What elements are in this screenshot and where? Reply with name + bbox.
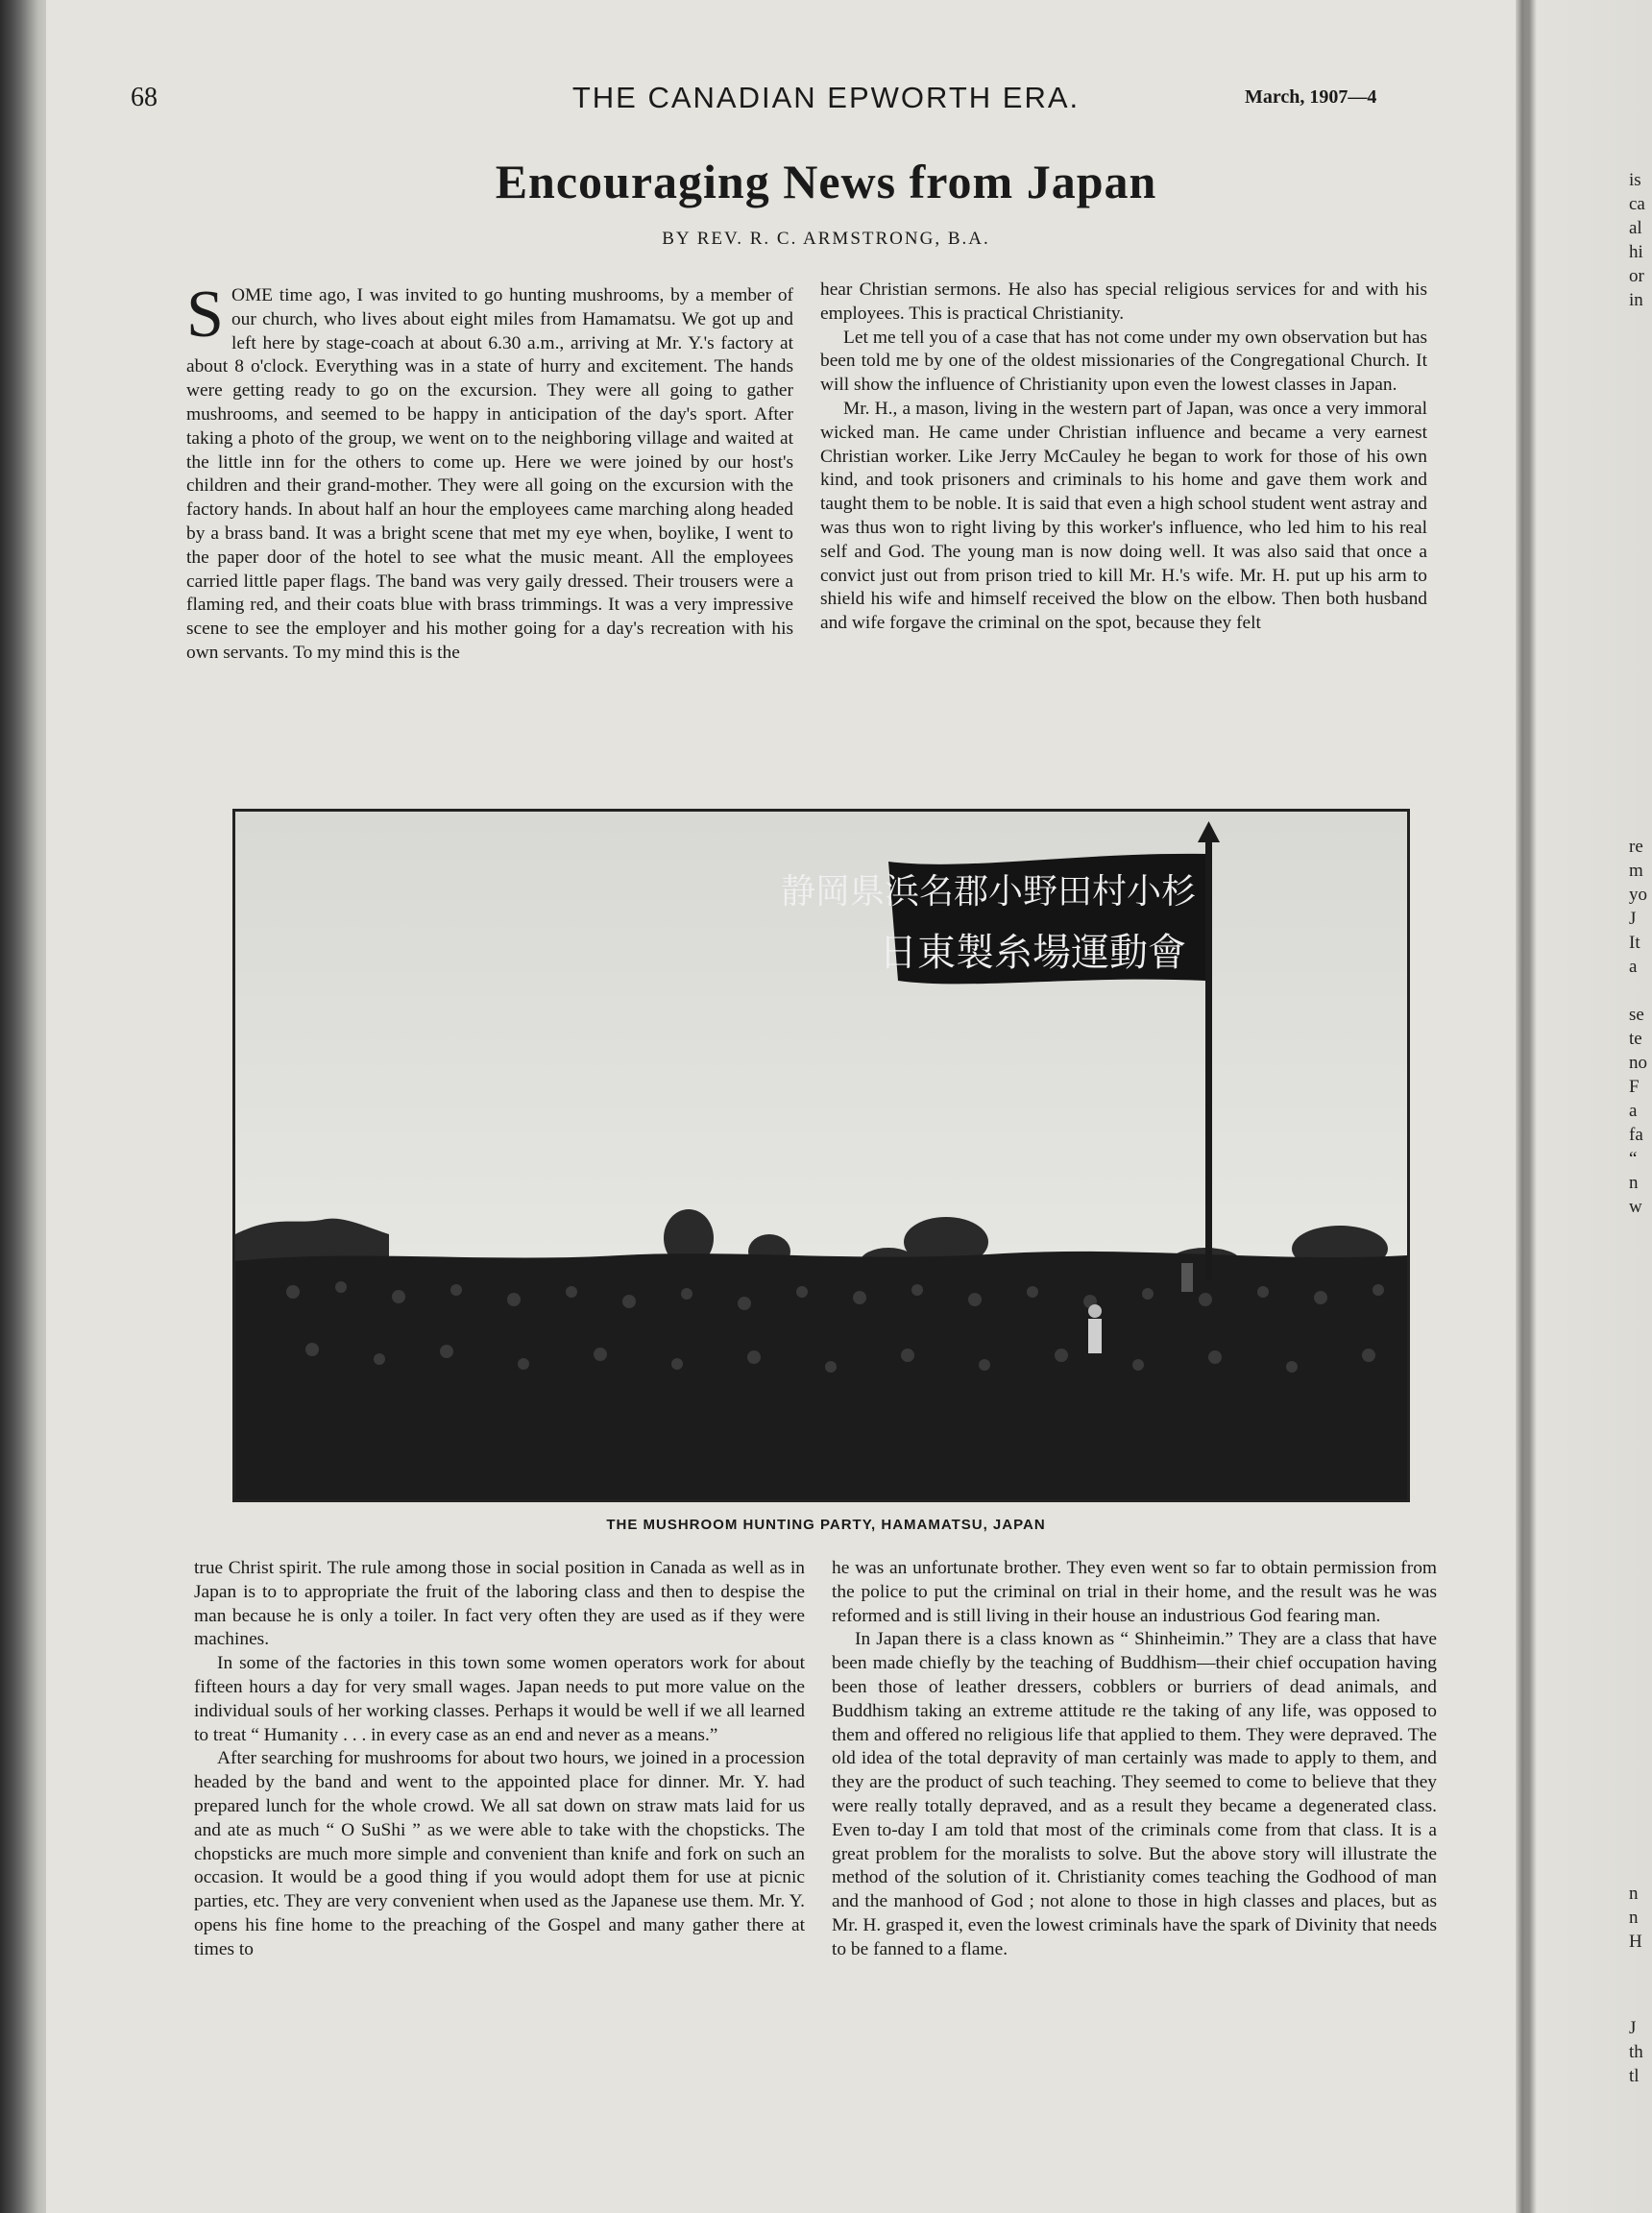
fragment: It (1629, 933, 1640, 953)
crowd (235, 1252, 1407, 1499)
paragraph: Let me tell you of a case that has not come under my own observation but has been told me by one of the oldest missionaries of the Congregational Church. It will show the influence of Christianity upon even the lowest classes in Japan. (820, 327, 1427, 396)
column-bottom-right (832, 1557, 1437, 1962)
photo-illustration (235, 812, 1407, 1499)
paragraph: Mr. H., a mason, living in the western part of Japan, was once a very immoral wicked man. He came under Christian influence and became a very earnest Christian worker. Like Jerry McCauley he began to work for those of his own kind, and took prisoners and criminals to his home and gave them work and taught them to be noble. It is said that even a high school student went astray and was thus won to right living by this worker's influence, who led him to his real self and God. The young man is now doing well. It was also said that once a convict just out from prison tried to kill Mr. H.'s wife. Mr. H. put up his arm to shield his wife and himself received the blow on the elbow. Then both husband and wife forgave the criminal on the spot, because they felt (820, 398, 1427, 634)
fragment: F (1629, 1077, 1640, 1097)
fragment: fa (1629, 1125, 1643, 1145)
fragment: m (1629, 861, 1643, 881)
banner-line-2: 日東製糸場運動會 (879, 931, 1186, 975)
paragraph: he was an unfortunate brother. They even went so far to obtain permission from the police to put the criminal on trial in their home, and the result was he was reformed and is still living in their house an industrious God fearing man. (832, 1558, 1437, 1626)
fragment: in (1629, 290, 1643, 310)
next-page-edge (1629, 0, 1652, 2213)
fragment: is (1629, 170, 1641, 190)
fragment: or (1629, 266, 1644, 286)
photo-caption: THE MUSHROOM HUNTING PARTY, HAMAMATSU, JAPAN (606, 1517, 1046, 1533)
fragment: a (1629, 1101, 1638, 1121)
fragment: th (1629, 2042, 1643, 2062)
paragraph: After searching for mushrooms for about two hours, we joined in a procession headed by the band and went to the appointed place for dinner. Mr. Y. had prepared lunch for the whole crowd. We all sat down on straw mats laid for us and ate as much “ O SuShi ” as we were able to take with the chopsticks. The chopsticks are much more simple and convenient than knife and fork on such an occasion. It would be a good thing if you would adopt them for use at picnic parties, etc. They are very convenient when used as the Japanese use them. Mr. Y. opens his fine home to the preaching of the Gospel and many gather there at times to (194, 1748, 805, 1959)
fragment: re (1629, 837, 1643, 857)
article-title: Encouraging News from Japan (495, 155, 1157, 208)
fragment: n (1629, 1884, 1639, 1904)
fragment: “ (1629, 1149, 1638, 1169)
fragment: no (1629, 1053, 1647, 1073)
issue-date: March, 1907—4 (1245, 86, 1377, 108)
fragment: n (1629, 1173, 1639, 1193)
paragraph: hear Christian sermons. He also has special religious services for and with his employees. This is practical Christianity. (820, 280, 1427, 324)
fragment: J (1629, 909, 1637, 929)
fragment: yo (1629, 885, 1647, 905)
paragraph: true Christ spirit. The rule among those in social position in Canada as well as in Japan is to to appropriate the fruit of the laboring class and then to despise the man because he is only a toiler. In fact very often they are used as if they were machines. (194, 1558, 805, 1650)
drop-cap: S (186, 278, 224, 352)
fragment: J (1629, 2018, 1637, 2038)
fragment: ca (1629, 194, 1645, 214)
fragment: al (1629, 218, 1642, 238)
paragraph-text: OME time ago, I was invited to go hunting mushrooms, by a member of our church, who lives about eight miles from Hamamatsu. We got up and left here by stage-coach at about 6.30 a.m., arriving at Mr. Y.'s factory at about 8 o'clock. Everything was in a state of hurry and excitement. The hands were getting ready to go on the excursion. They were all going to gather mushrooms, and seemed to be happy in anticipation of the day's sport. After taking a photo of the group, we went on to the neighboring village and waited at the little inn for the others to come up. Here we were joined by our host's children and their grand-mother. They were all going on the excursion with the factory hands. In about half an hour the employees came marching along headed by a brass band. It was a bright scene that met my eye when, boylike, I went to the paper door of the hotel to see what the music meant. All the employees carried little paper flags. The band was very gaily dressed. Their trousers were a flaming red, and their coats blue with brass trimmings. It was a very impressive scene to see the employer and his mother going for a day's recreation with his own servants. To my mind this is the (186, 285, 793, 663)
column-bottom-left (194, 1557, 805, 1962)
fragment: a (1629, 957, 1638, 977)
fragment: se (1629, 1005, 1644, 1025)
photograph (232, 809, 1410, 1502)
paragraph: In Japan there is a class known as “ Shinheimin.” They are a class that have been made chiefly by the teaching of Buddhism—their chief occupation having been those of leather dressers, cobblers or burriers of dead animals, and Buddhism taking an extreme attitude re the taking of any life, was opposed to them and offered no religious life that applied to them. They were depraved. The old idea of the total depravity of man certainly was made to apply to them, and they are the product of such teaching. They seemed to come to believe that they were really totally depraved, and as a result they became a degenerated class. Even to-day I am told that most of the criminals come from that class. It is a great problem for the moralists to solve. But the above story will illustrate the method of the solution of it. Christianity comes teaching the Godhood of man and the manhood of God ; not alone to those in high classes and places, but as Mr. H. grasped it, even the lowest criminals have the spark of Divinity that needs to be fanned to a flame. (832, 1629, 1437, 1959)
fragment: n (1629, 1908, 1639, 1928)
standing-figure (1088, 1319, 1102, 1353)
fragment: w (1629, 1197, 1642, 1217)
column-top-right (820, 279, 1427, 636)
binding-gutter (1516, 0, 1529, 2213)
fragment: H (1629, 1932, 1642, 1952)
fragment: tl (1629, 2066, 1640, 2086)
paragraph (186, 278, 793, 666)
column-top-left (186, 278, 793, 666)
paragraph: In some of the factories in this town some women operators work for about fifteen hours a day for very small wages. Japan needs to put more value on the individual souls of her working classes. Perhaps it would be well if we all learned to treat “ Humanity . . . in every case as an end and never as a means.” (194, 1653, 805, 1745)
masthead: THE CANADIAN EPWORTH ERA. (571, 81, 1081, 114)
page-number: 68 (131, 83, 158, 112)
fragment: hi (1629, 242, 1643, 262)
fragment: te (1629, 1029, 1642, 1049)
article-byline: BY REV. R. C. ARMSTRONG, B.A. (662, 229, 990, 249)
banner-line-1: 静岡県浜名郡小野田村小杉 (780, 872, 1196, 912)
banner-pole (1205, 839, 1212, 1280)
